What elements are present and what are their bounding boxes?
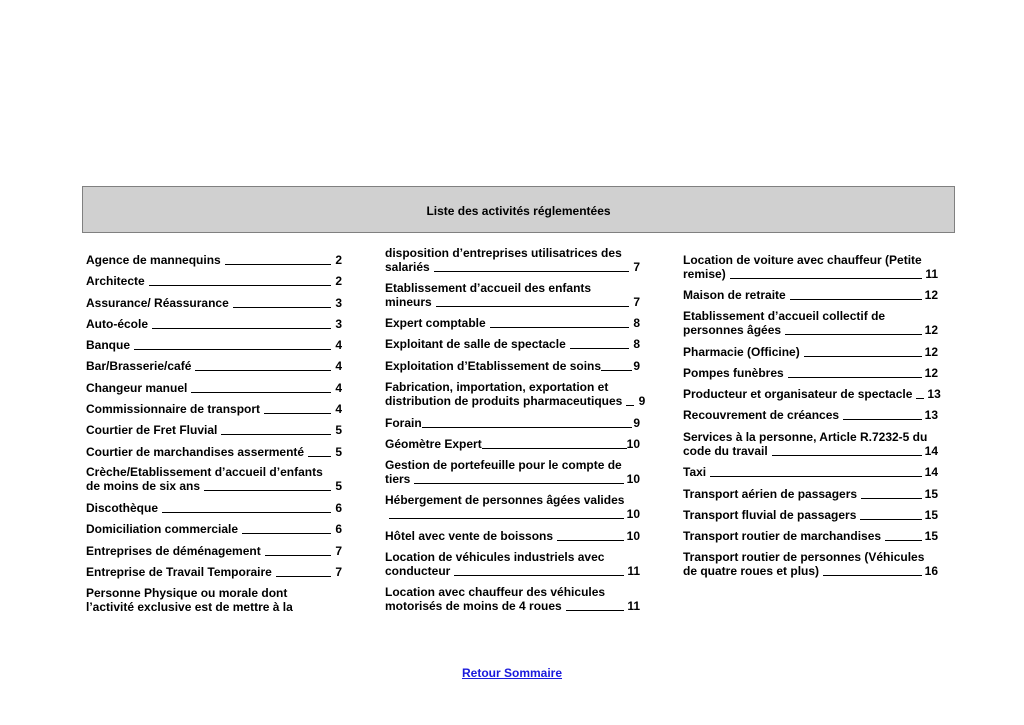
dotted-leader (482, 448, 627, 449)
activity-name: code du travail (683, 444, 768, 458)
activity-entry-line (385, 529, 640, 543)
activity-entry (86, 381, 342, 395)
activity-name: Transport routier de personnes (Véhicules (683, 550, 925, 564)
activity-name: motorisés de moins de 4 roues (385, 599, 562, 613)
activity-name: Fabrication, importation, exportation et (385, 380, 609, 394)
activity-name: Entreprises de déménagement (86, 544, 261, 558)
activity-entry (683, 345, 938, 359)
activity-entry-line (86, 381, 342, 395)
activity-entry (683, 508, 938, 522)
page-number: 5 (335, 445, 342, 459)
activity-entry-line (683, 430, 938, 444)
activity-name: Pharmacie (Officine) (683, 345, 800, 359)
dotted-leader (242, 533, 331, 534)
activity-entry-line (385, 246, 640, 260)
activity-name: Location de voiture avec chauffeur (Petite (683, 253, 922, 267)
activity-entry-line (86, 338, 342, 352)
activity-name: Exploitant de salle de spectacle (385, 337, 566, 351)
dotted-leader (601, 370, 632, 371)
activity-entry-line (683, 323, 938, 337)
activity-entry-line (683, 408, 938, 422)
activity-entry-line (385, 507, 640, 521)
activity-entry-line (683, 253, 938, 267)
page-number: 5 (335, 423, 342, 437)
back-to-summary-link[interactable]: Retour Sommaire (461, 666, 563, 680)
activity-entry-line (86, 479, 342, 493)
page-number: 13 (927, 387, 941, 401)
activity-entry (385, 585, 640, 613)
activity-entry-line (683, 487, 938, 501)
dotted-leader (860, 519, 921, 520)
activity-entry-line (86, 544, 342, 558)
dotted-leader (308, 456, 331, 457)
activity-name: personnes âgées (683, 323, 782, 337)
activity-entry (86, 253, 342, 267)
activity-name: Architecte (86, 274, 145, 288)
activity-entry-line (86, 253, 342, 267)
activity-entry (683, 366, 938, 380)
activity-name: Etablissement d’accueil collectif de (683, 309, 886, 323)
activity-name: Changeur manuel (86, 381, 188, 395)
activity-entry (683, 465, 938, 479)
dotted-leader (566, 610, 625, 611)
dotted-leader (790, 299, 922, 300)
dotted-leader (434, 271, 629, 272)
activity-name: mineurs (385, 295, 432, 309)
activity-entry (385, 359, 640, 373)
activity-entry-line (86, 317, 342, 331)
page-number: 10 (626, 437, 640, 451)
page-number: 12 (924, 345, 938, 359)
activity-entry-line (385, 337, 640, 351)
activity-name: l’activité exclusive est de mettre à la (86, 600, 293, 614)
activity-entry (683, 309, 938, 337)
page-number: 7 (633, 260, 640, 274)
activity-entry (385, 416, 640, 430)
activity-name: Taxi (683, 465, 707, 479)
dotted-leader (454, 575, 624, 576)
activity-entry (683, 529, 938, 543)
dotted-leader (422, 427, 632, 428)
activity-name: Services à la personne, Article R.7232-5 du (683, 430, 928, 444)
activity-entry-line (385, 359, 640, 373)
activity-entry (385, 380, 646, 408)
activity-entry-line (86, 274, 342, 288)
dotted-leader (710, 476, 922, 477)
activity-entry (385, 437, 640, 451)
page-number: 9 (633, 416, 640, 430)
activity-entry (683, 387, 941, 401)
activity-entry-line (683, 366, 938, 380)
activity-name: Hébergement de personnes âgées valides (385, 493, 625, 507)
activity-entry (385, 281, 640, 309)
activity-entry-line (86, 586, 342, 600)
activity-name: Location de véhicules industriels avec (385, 550, 605, 564)
dotted-leader (916, 398, 924, 399)
activity-entry (683, 288, 938, 302)
activity-name: Location avec chauffeur des véhicules (385, 585, 606, 599)
activity-entry-line (683, 465, 938, 479)
activity-name: Exploitation d’Etablissement de soins (385, 359, 602, 373)
page-number: 12 (924, 323, 938, 337)
activity-entry-line (683, 550, 938, 564)
activity-entry-line (683, 309, 938, 323)
activity-entry-line (683, 387, 941, 401)
activity-entry (385, 529, 640, 543)
dotted-leader (276, 576, 331, 577)
page-number: 10 (626, 529, 640, 543)
list-header (82, 186, 955, 233)
activity-entry-line (86, 423, 342, 437)
activity-name: distribution de produits pharmaceutiques (385, 394, 623, 408)
activity-entry-line (385, 472, 640, 486)
activity-entry-line (385, 260, 640, 274)
activity-entry-line (683, 288, 938, 302)
activity-entry-line (385, 380, 640, 394)
activity-entry (385, 493, 640, 521)
activity-entry (86, 544, 342, 558)
activity-entry-line (385, 394, 646, 408)
dotted-leader (843, 419, 922, 420)
dotted-leader (626, 405, 634, 406)
page-number: 13 (924, 408, 938, 422)
page-number: 11 (627, 564, 640, 578)
activity-name: Domiciliation commerciale (86, 522, 239, 536)
dotted-leader (785, 334, 922, 335)
page-number: 3 (335, 296, 342, 310)
activity-entry (86, 445, 342, 459)
page-number: 9 (633, 359, 640, 373)
activity-name: tiers (385, 472, 411, 486)
page-number: 6 (335, 501, 342, 515)
list-title: Liste des activités réglementées (426, 203, 611, 218)
activity-name: Agence de mannequins (86, 253, 221, 267)
page-number: 9 (638, 394, 646, 408)
activity-entry (385, 246, 640, 274)
dotted-leader (264, 413, 331, 414)
activity-entry-line (683, 508, 938, 522)
activity-entry (385, 316, 640, 330)
page-number: 10 (626, 507, 640, 521)
activity-entry (86, 317, 342, 331)
activity-entry-line (683, 345, 938, 359)
page-number: 15 (924, 487, 938, 501)
page-number: 14 (924, 465, 938, 479)
activity-name: Auto-école (86, 317, 149, 331)
activity-name: Hôtel avec vente de boissons (385, 529, 554, 543)
activity-name: Transport fluvial de passagers (683, 508, 857, 522)
dotted-leader (221, 434, 331, 435)
activity-name: Forain (385, 416, 422, 430)
activity-entry (683, 487, 938, 501)
page-number: 4 (335, 402, 342, 416)
activity-entry-line (86, 501, 342, 515)
footer (0, 666, 1024, 680)
activity-entry (86, 522, 342, 536)
dotted-leader (772, 455, 922, 456)
activity-entry-line (385, 564, 640, 578)
activity-name: Courtier de Fret Fluvial (86, 423, 218, 437)
dotted-leader (557, 540, 624, 541)
dotted-leader (490, 327, 629, 328)
activity-entry-line (385, 550, 640, 564)
activity-name: Géomètre Expert (385, 437, 482, 451)
dotted-leader (804, 356, 922, 357)
page-number: 15 (924, 529, 938, 543)
page-number: 3 (335, 317, 342, 331)
page-number: 8 (633, 316, 640, 330)
activity-entry-line (385, 316, 640, 330)
activity-entry-line (385, 281, 640, 295)
dotted-leader (225, 264, 331, 265)
activity-entry (86, 274, 342, 288)
activity-entry (86, 586, 342, 614)
activity-name: Pompes funèbres (683, 366, 784, 380)
activity-entry-line (683, 564, 938, 578)
activity-name: Producteur et organisateur de spectacle (683, 387, 913, 401)
dotted-leader (823, 575, 922, 576)
activity-entry-line (683, 444, 938, 458)
dotted-leader (570, 348, 629, 349)
activity-entry-line (385, 599, 640, 613)
activity-entry (86, 359, 342, 373)
activity-entry (86, 423, 342, 437)
page-number: 7 (335, 565, 342, 579)
activity-entry (86, 402, 342, 416)
dotted-leader (152, 328, 331, 329)
activity-name: remise) (683, 267, 726, 281)
dotted-leader (149, 285, 331, 286)
activity-entry (385, 550, 640, 578)
activity-name: de quatre roues et plus) (683, 564, 820, 578)
dotted-leader (885, 540, 922, 541)
activity-entry-line (86, 522, 342, 536)
activity-entry-line (385, 585, 640, 599)
activity-entry-line (385, 416, 640, 430)
activity-entry-line (86, 565, 342, 579)
activity-name: Banque (86, 338, 131, 352)
activity-entry-line (86, 296, 342, 310)
activity-entry (683, 253, 938, 281)
dotted-leader (389, 518, 624, 519)
activity-name: Bar/Brasserie/café (86, 359, 192, 373)
activity-entry (86, 296, 342, 310)
activity-name: Personne Physique ou morale dont (86, 586, 288, 600)
activity-entry-line (683, 267, 938, 281)
page-number: 7 (335, 544, 342, 558)
page-number: 8 (633, 337, 640, 351)
page-number: 2 (335, 253, 342, 267)
dotted-leader (436, 306, 629, 307)
dotted-leader (788, 377, 922, 378)
activity-name: Gestion de portefeuille pour le compte de (385, 458, 622, 472)
activity-name: Etablissement d’accueil des enfants (385, 281, 592, 295)
page-number: 6 (335, 522, 342, 536)
activity-name: Crèche/Etablissement d’accueil d’enfants (86, 465, 323, 479)
activity-name: conducteur (385, 564, 451, 578)
activity-name: Assurance/ Réassurance (86, 296, 229, 310)
page-number: 4 (335, 338, 342, 352)
activity-entry-line (385, 437, 640, 451)
page-number: 11 (627, 599, 640, 613)
dotted-leader (730, 278, 923, 279)
activity-entry (86, 465, 342, 493)
activity-name: Expert comptable (385, 316, 486, 330)
activity-entry (683, 430, 938, 458)
activity-entry (385, 458, 640, 486)
activity-entry (385, 337, 640, 351)
dotted-leader (134, 349, 331, 350)
dotted-leader (195, 370, 331, 371)
page-number: 15 (924, 508, 938, 522)
page-number: 16 (924, 564, 938, 578)
activity-entry-line (385, 295, 640, 309)
page-number: 12 (924, 288, 938, 302)
page-number: 7 (633, 295, 640, 309)
activity-entry-line (86, 402, 342, 416)
page-number: 2 (335, 274, 342, 288)
activity-entry (683, 550, 938, 578)
activity-name: Commissionnaire de transport (86, 402, 261, 416)
page-number: 12 (924, 366, 938, 380)
activity-entry-line (86, 359, 342, 373)
page-number: 14 (924, 444, 938, 458)
dotted-leader (191, 392, 331, 393)
activity-name: de moins de six ans (86, 479, 201, 493)
activity-name: Discothèque (86, 501, 159, 515)
activity-entry-line (683, 529, 938, 543)
activity-entry-line (86, 600, 342, 614)
activity-name: disposition d’entreprises utilisatrices des (385, 246, 622, 260)
activity-name: Entreprise de Travail Temporaire (86, 565, 272, 579)
activity-entry-line (385, 458, 640, 472)
dotted-leader (414, 483, 623, 484)
dotted-leader (204, 490, 331, 491)
activity-name: Courtier de marchandises assermenté (86, 445, 305, 459)
dotted-leader (861, 498, 922, 499)
activity-name: Recouvrement de créances (683, 408, 840, 422)
activity-name: Transport routier de marchandises (683, 529, 882, 543)
page-number: 4 (335, 381, 342, 395)
activity-name: Transport aérien de passagers (683, 487, 858, 501)
activity-entry (683, 408, 938, 422)
page-number: 11 (925, 267, 938, 281)
activity-entry (86, 565, 342, 579)
page-number: 10 (626, 472, 640, 486)
activity-name: Maison de retraite (683, 288, 786, 302)
activity-name: salariés (385, 260, 430, 274)
page-number: 4 (335, 359, 342, 373)
page-number: 5 (335, 479, 342, 493)
activity-entry-line (86, 465, 342, 479)
activity-entry (86, 338, 342, 352)
activity-entry-line (385, 493, 640, 507)
activity-entry (86, 501, 342, 515)
dotted-leader (162, 512, 331, 513)
dotted-leader (233, 307, 331, 308)
dotted-leader (265, 555, 331, 556)
activity-entry-line (86, 445, 342, 459)
